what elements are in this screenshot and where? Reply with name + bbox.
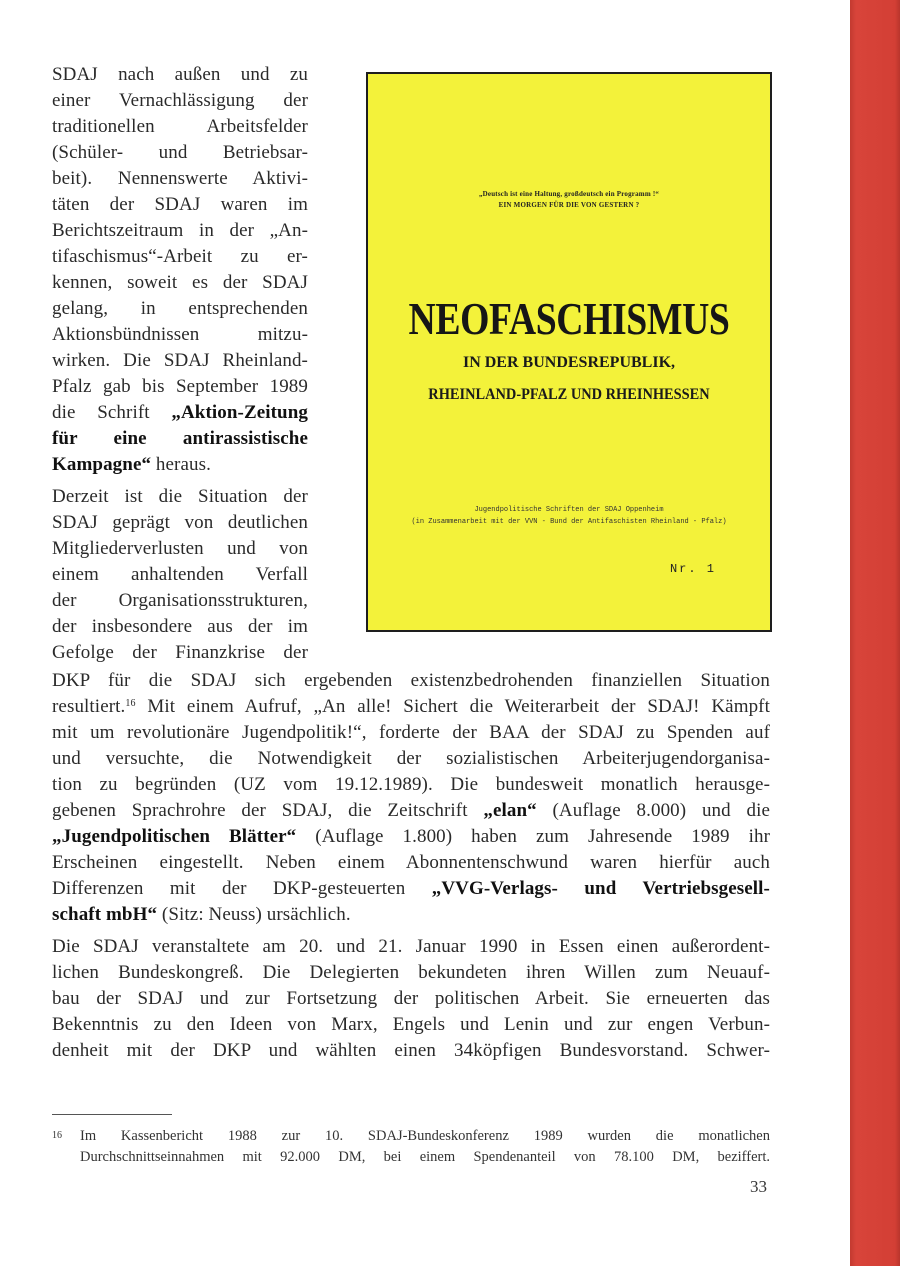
footnote-number: 16 [52, 1130, 62, 1141]
full-line-8: Erscheinen eingestellt. Neben einem Abonnentenschwund waren hierfür auch [52, 852, 770, 873]
magazine-title-blaetter: „Jugendpolitischen Blätter“ [52, 826, 297, 847]
col-line-8: tifaschismus“-Arbeit zu er- [52, 246, 308, 267]
col-line-21: der Organisationsstrukturen, [52, 590, 308, 611]
col-line-12: wirken. Die SDAJ Rheinland- [52, 350, 308, 371]
col-line-20: einem anhaltenden Verfall [52, 564, 308, 585]
full-line-5: tion zu begründen (UZ vom 19.12.1989). Die bundesweit monatlich herausge- [52, 774, 770, 795]
company-name: „VVG-Verlags- und Vertriebsgesell- [431, 878, 770, 899]
col-text: heraus. [151, 454, 211, 475]
publication-title-end: Kampagne“ [52, 454, 152, 475]
full-line-2 [52, 694, 770, 720]
cover-quote: „Deutsch ist eine Haltung, großdeutsch ein Programm !“ [478, 190, 660, 198]
col-line-6: täten der SDAJ waren im [52, 194, 308, 215]
footnote-line-2: Durchschnittseinnahmen mit 92.000 DM, bei einem Spendenanteil von 78.100 DM, beziffert. [80, 1149, 770, 1165]
cover-publisher: Jugendpolitische Schriften der SDAJ Oppenheim [474, 506, 664, 514]
magazine-title-elan: „elan“ [483, 800, 537, 821]
col-line-14 [52, 400, 308, 426]
full-line-15: denheit mit der DKP und wählten einen 34köpfigen Bundesvorstand. Schwer- [52, 1040, 770, 1061]
col-line-22: der insbesondere aus der im [52, 616, 308, 637]
col-line-9: kennen, soweit es der SDAJ [52, 272, 308, 293]
full-text: (Auflage 1.800) haben zum Jahresende 1989 ihr [296, 826, 771, 847]
full-text: Differenzen mit der DKP-gesteuerten [52, 878, 432, 899]
col-line-19: Mitgliederverlusten und von [52, 538, 308, 559]
footnote-line-1: Im Kassenbericht 1988 zur 10. SDAJ-Bundeskonferenz 1989 wurden die monatlichen [80, 1128, 770, 1144]
col-line-10: gelang, in entsprechenden [52, 298, 308, 319]
full-text: gebenen Sprachrohre der SDAJ, die Zeitschrift [52, 800, 484, 821]
full-line-3: mit um revolutionäre Jugendpolitik!“, forderte der BAA der SDAJ zu Spenden auf [52, 722, 770, 743]
full-line-13: bau der SDAJ und zur Fortsetzung der politischen Arbeit. Sie erneuerten das [52, 988, 770, 1009]
brochure-cover-image [366, 72, 772, 632]
col-text: die Schrift [52, 402, 172, 423]
full-text: resultiert. [52, 696, 126, 717]
footnote-ref: 16 [125, 698, 136, 709]
col-line-5: beit). Nennenswerte Aktivi- [52, 168, 308, 189]
cover-publisher-note: (in Zusammenarbeit mit der VVN - Bund der Antifaschisten Rheinland - Pfalz) [411, 518, 727, 526]
col-line-16 [52, 452, 308, 478]
cover-subtitle-2: RHEINLAND-PFALZ UND RHEINHESSEN [428, 386, 710, 403]
full-line-4: und versuchte, die Notwendigkeit der sozialistischen Arbeiterjugendorganisa- [52, 748, 770, 769]
cover-tagline: EIN MORGEN FÜR DIE VON GESTERN ? [498, 201, 640, 209]
col-line-17: Derzeit ist die Situation der [52, 486, 308, 507]
col-line-15 [52, 426, 308, 452]
full-text: (Sitz: Neuss) ursächlich. [157, 904, 351, 925]
col-line-7: Berichtszeitraum in der „An- [52, 220, 308, 241]
col-line-23: Gefolge der Finanzkrise der [52, 642, 308, 663]
full-line-14: Bekenntnis zu den Ideen von Marx, Engels und Lenin und zur engen Verbun- [52, 1014, 770, 1035]
col-line-1: SDAJ nach außen und zu [52, 64, 308, 85]
full-text: (Auflage 8.000) und die [536, 800, 770, 821]
full-line-9 [52, 876, 770, 902]
cover-issue-number: Nr. 1 [669, 562, 716, 576]
page-number: 33 [750, 1177, 767, 1196]
col-line-3: traditionellen Arbeitsfelder [52, 116, 308, 137]
col-line-2: einer Vernachlässigung der [52, 90, 308, 111]
full-line-12: lichen Bundeskongreß. Die Delegierten bekundeten ihren Willen zum Neuauf- [52, 962, 770, 983]
full-line-7 [52, 824, 770, 850]
full-text: Mit einem Aufruf, „An alle! Sichert die Weiterarbeit der SDAJ! Kämpft [135, 696, 770, 717]
page-edge-red-strip [850, 0, 900, 1266]
full-line-10 [52, 902, 770, 928]
full-line-6 [52, 798, 770, 824]
publication-title: „Aktion-Zeitung [171, 402, 308, 423]
col-line-11: Aktionsbündnissen mitzu- [52, 324, 308, 345]
full-line-11: Die SDAJ veranstaltete am 20. und 21. Januar 1990 in Essen einen außerordent- [52, 936, 770, 957]
full-line-1: DKP für die SDAJ sich ergebenden existenzbedrohenden finanziellen Situation [52, 670, 770, 691]
publication-title-cont: für eine antirassistische [52, 428, 308, 449]
cover-headline: NEOFASCHISMUS [408, 293, 730, 344]
col-line-13: Pfalz gab bis September 1989 [52, 376, 308, 397]
footnote-rule [52, 1114, 172, 1115]
company-name-end: schaft mbH“ [52, 904, 158, 925]
col-line-18: SDAJ geprägt von deutlichen [52, 512, 308, 533]
cover-subtitle-1: IN DER BUNDESREPUBLIK, [462, 354, 676, 371]
col-line-4: (Schüler- und Betriebsar- [52, 142, 308, 163]
